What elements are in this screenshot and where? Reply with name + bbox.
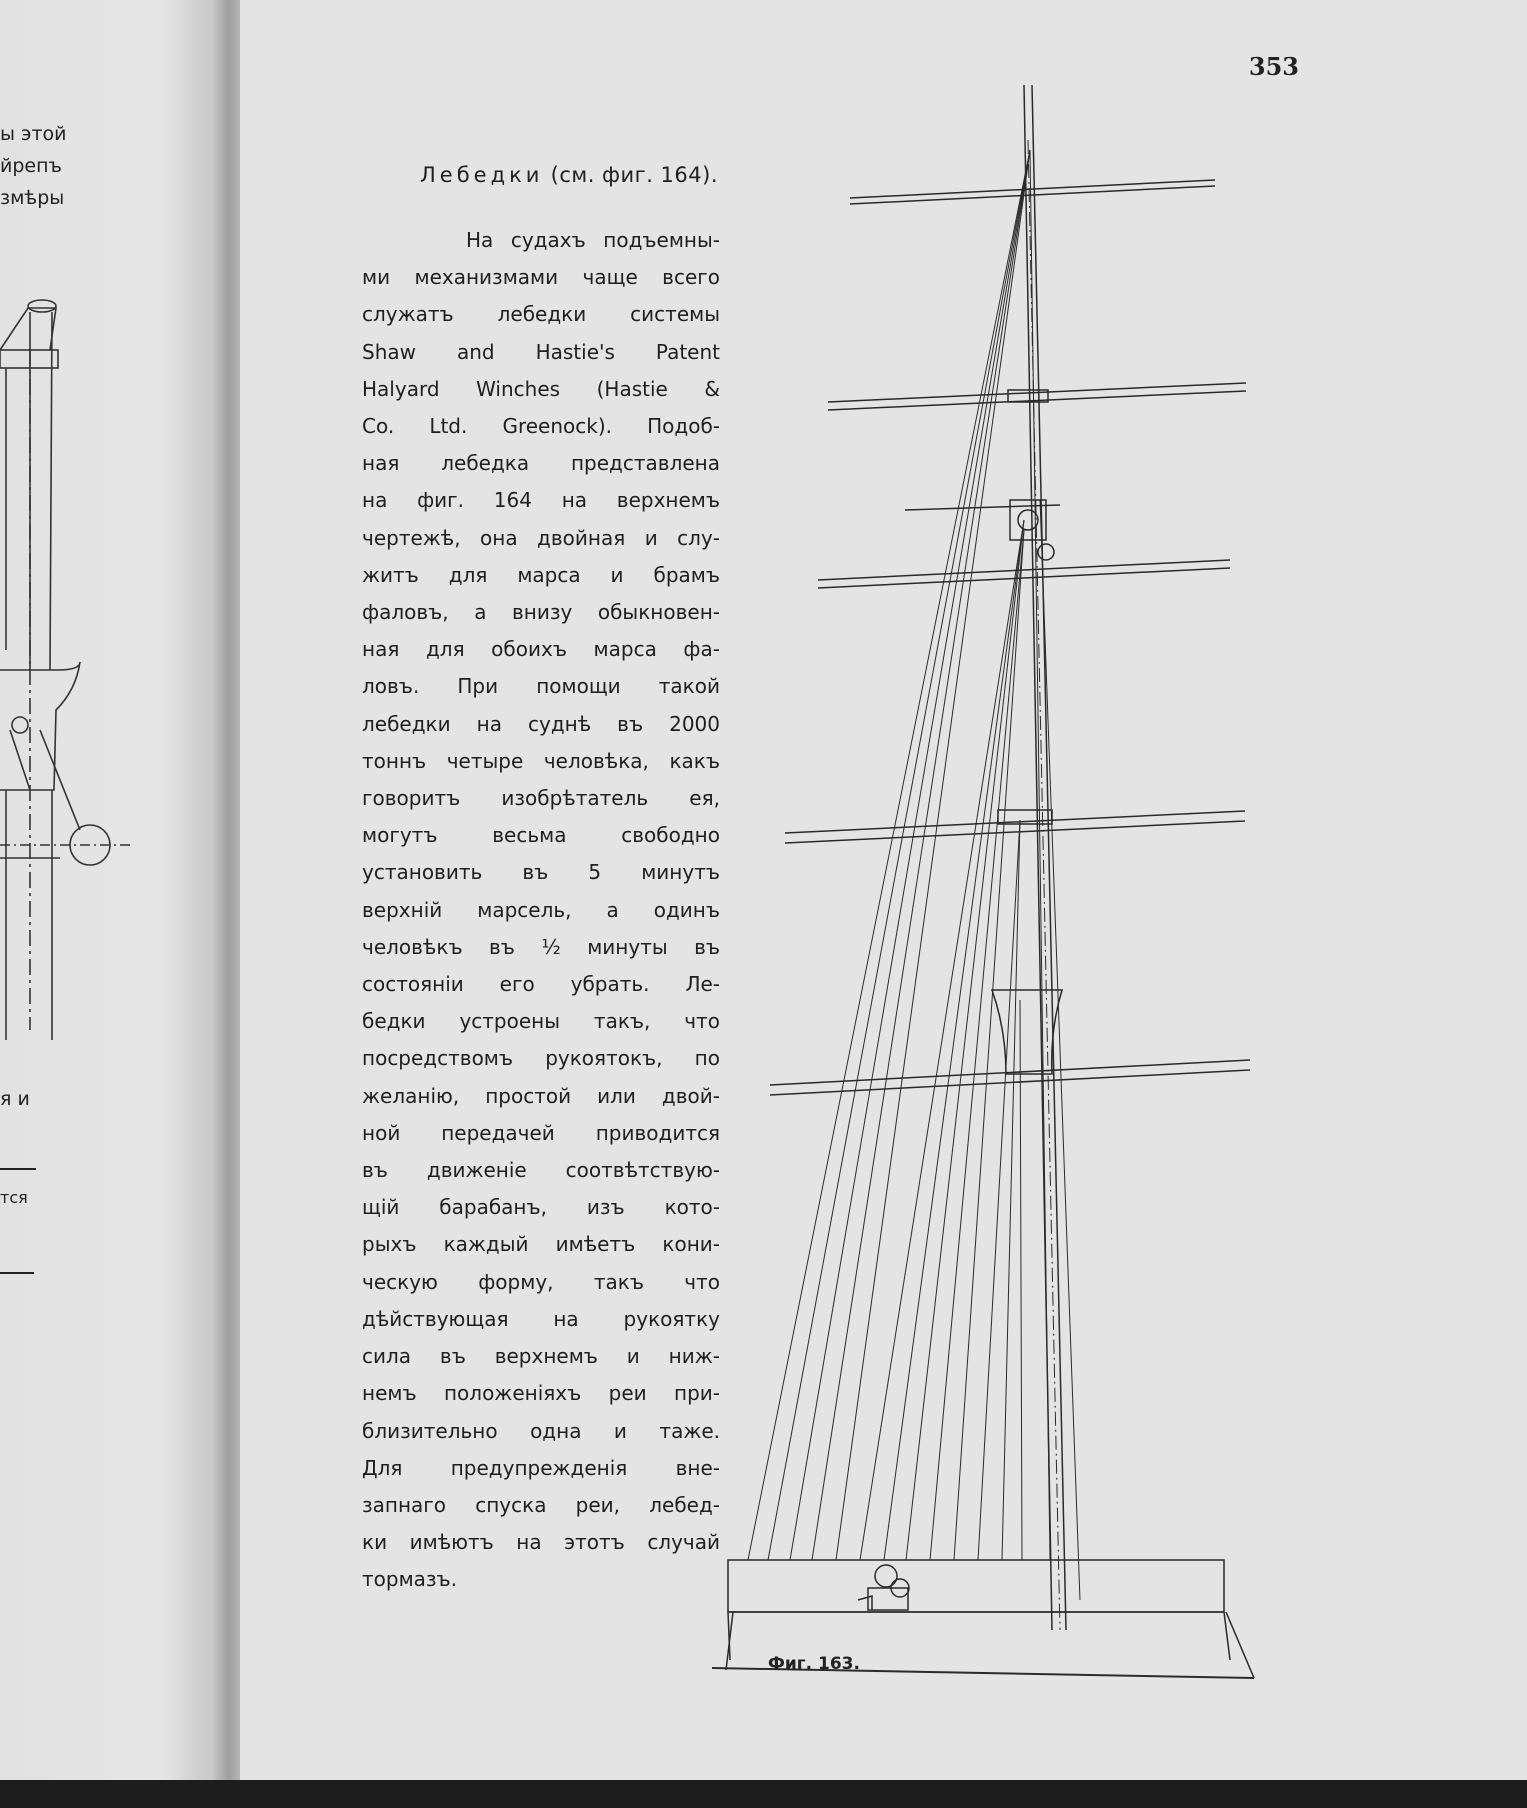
paragraph-line: говоритъ изобрѣтатель ея,: [362, 786, 720, 811]
paragraph-line: тоннъ четыре человѣка, какъ: [362, 748, 720, 773]
paragraph-line: житъ для марса и брамъ: [362, 562, 720, 587]
paragraph-line: желанiю, простой или двой-: [362, 1083, 720, 1108]
left-page-text-fragment: ы этой: [0, 123, 67, 145]
paragraph-line: человѣкъ въ ½ минуты въ: [362, 934, 720, 959]
paragraph-line: запнаго спуска реи, лебед-: [362, 1492, 720, 1517]
paragraph-line: На судахъ подъемны-: [466, 228, 720, 252]
paragraph-line: ная для обоихъ марса фа-: [362, 637, 720, 662]
left-page-text-fragment: йрепъ: [0, 155, 62, 177]
paragraph-line: ной передачей приводится: [362, 1120, 720, 1145]
paragraph-line: тормазъ.: [362, 1567, 458, 1592]
paragraph-line: ная лебедка представлена: [362, 451, 720, 476]
paragraph-line: ческую форму, такъ что: [362, 1269, 720, 1294]
paragraph-line: близительно одна и таже.: [362, 1418, 720, 1443]
paragraph-line: ловъ. При помощи такой: [362, 674, 720, 699]
paragraph-line: состоянiи его убрать. Ле-: [362, 972, 720, 997]
paragraph-line: фаловъ, а внизу обыкновен-: [362, 600, 720, 625]
heading-title: Лебедки: [420, 163, 544, 187]
paragraph-line: немъ положенiяхъ реи при-: [362, 1381, 720, 1406]
paragraph-line: ки имѣютъ на этотъ случай: [362, 1530, 720, 1555]
paragraph-line: рыхъ каждый имѣетъ кони-: [362, 1232, 720, 1257]
paragraph-line: служатъ лебедки системы: [362, 302, 720, 327]
paragraph-line: могутъ весьма свободно: [362, 823, 720, 848]
figure-caption: Фиг. 163.: [768, 1654, 860, 1674]
paragraph-line: на фиг. 164 на верхнемъ: [362, 488, 720, 513]
left-page-text-fragment: я и: [0, 1088, 30, 1110]
paragraph-line: Co. Ltd. Greenock). Подоб-: [362, 414, 720, 439]
scan-bottom-edge: [0, 1780, 1527, 1808]
paragraph-line: Halyard Winches (Hastie &: [362, 376, 720, 401]
paragraph-line: установить въ 5 минутъ: [362, 860, 720, 885]
paragraph-line: чертежѣ, она двойная и слу-: [362, 525, 720, 550]
paragraph-line: лебедки на суднѣ въ 2000: [362, 711, 720, 736]
paragraph-line: сила въ верхнемъ и ниж-: [362, 1344, 720, 1369]
paragraph-line: верхнiй марсель, а одинъ: [362, 897, 720, 922]
paragraph-line: въ движенiе соотвѣтствую-: [362, 1158, 720, 1183]
paragraph-line: щiй барабанъ, изъ кото-: [362, 1195, 720, 1220]
left-page-text-fragment: змѣры: [0, 187, 65, 209]
paragraph-line: бедки устроены такъ, что: [362, 1009, 720, 1034]
paragraph-line: дѣйствующая на рукоятку: [362, 1306, 720, 1331]
paragraph-line: ми механизмами чаще всего: [362, 265, 720, 290]
heading-figure-ref: (см. фиг. 164).: [550, 163, 718, 187]
paragraph-line: Shaw and Hastie's Patent: [362, 339, 720, 364]
paragraph-line: Для предупрежденiя вне-: [362, 1455, 720, 1480]
left-page-text-fragment: тся: [0, 1188, 28, 1207]
page-number: 353: [1248, 52, 1299, 81]
paragraph-line: посредствомъ рукоятокъ, по: [362, 1046, 720, 1071]
